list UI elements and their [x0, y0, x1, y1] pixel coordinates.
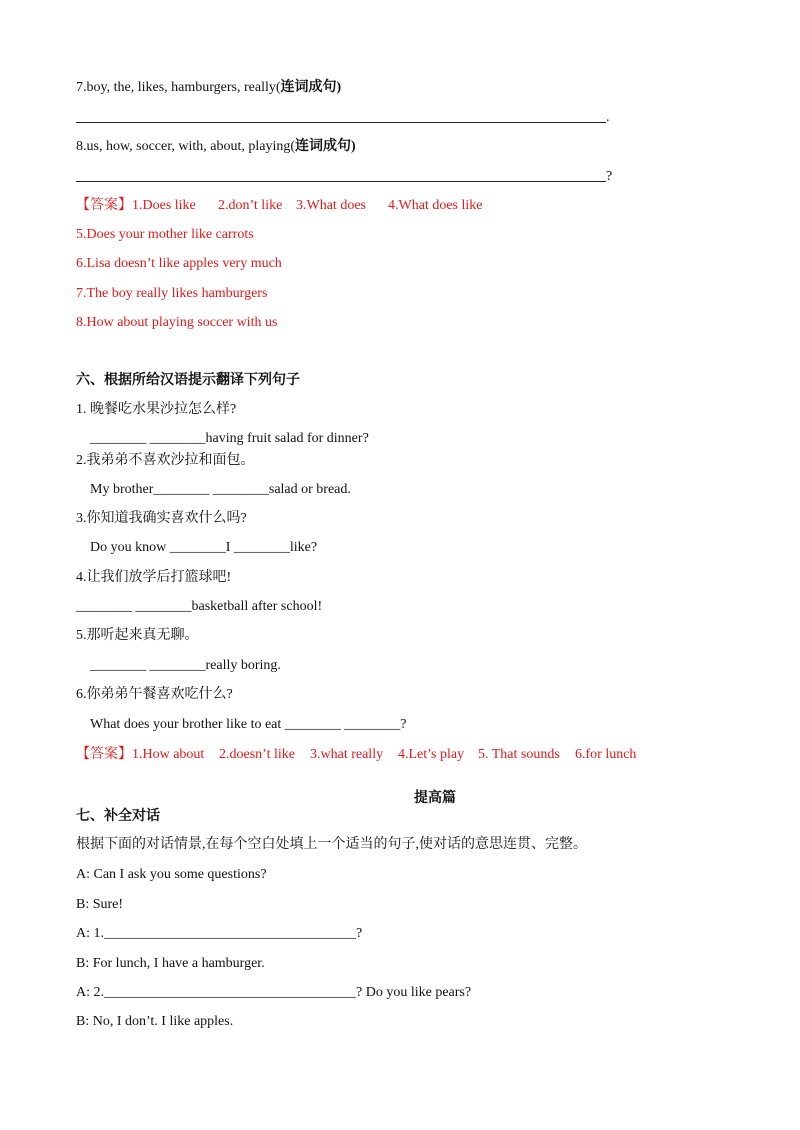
translation-blank-line: My brother________ ________salad or bread.: [90, 482, 351, 497]
section-6-title: 六、根据所给汉语提示翻译下列句子: [76, 373, 300, 388]
section-7-title: 七、补全对话: [76, 809, 160, 824]
dialogue-line: B: For lunch, I have a hamburger.: [76, 956, 265, 971]
answer-item: 2.doesn’t like: [219, 747, 295, 762]
answer-item: 2.don’t like: [218, 198, 283, 213]
translation-blank-line: Do you know ________I ________like?: [90, 540, 318, 555]
answer-line-7-end: .: [606, 110, 610, 125]
translation-blank-line: ________ ________really boring.: [90, 658, 281, 673]
translation-blank-line: What does your brother like to eat ________ ________?: [90, 717, 407, 732]
answer-key-row-1: [76, 197, 196, 215]
answer-key-row-6: [76, 746, 204, 764]
question-8-close: ): [351, 139, 356, 154]
answer-label: 【答案】: [76, 198, 132, 213]
question-8-tag: 连词成句: [295, 139, 351, 154]
translation-blank-line: ________ ________basketball after school!: [76, 599, 323, 614]
answer-item: 4.What does like: [388, 198, 483, 213]
dialogue-line: B: No, I don’t. I like apples.: [76, 1014, 234, 1029]
answer-item: 3.What does: [296, 198, 366, 213]
answer-item: 4.Let’s play: [398, 747, 465, 762]
answer-item: 5.Does your mother like carrots: [76, 227, 254, 242]
answer-line-8-end: ?: [606, 169, 613, 184]
advanced-heading: 提高篇: [414, 791, 456, 806]
prompt-chinese: 3.你知道我确实喜欢什么吗?: [76, 511, 247, 526]
question-7-text: 7.boy, the, likes, hamburgers, really(: [76, 80, 281, 95]
prompt-chinese: 4.让我们放学后打篮球吧!: [76, 570, 232, 585]
question-7-close: ): [336, 80, 342, 95]
dialogue-line: A: Can I ask you some questions?: [76, 867, 267, 882]
answer-item: 6.Lisa doesn’t like apples very much: [76, 256, 282, 271]
translation-blank-line: ________ ________having fruit salad for dinner?: [90, 431, 369, 446]
answer-item: 7.The boy really likes hamburgers: [76, 286, 268, 301]
question-8-text: 8.us, how, soccer, with, about, playing(: [76, 139, 295, 154]
dialogue-line: A: 1.____________________________________?: [76, 926, 363, 941]
question-7: [76, 79, 341, 97]
dialogue-line: A: 2.____________________________________? Do you like pears?: [76, 985, 472, 1000]
prompt-chinese: 5.那听起来真无聊。: [76, 628, 199, 643]
prompt-chinese: 2.我弟弟不喜欢沙拉和面包。: [76, 453, 255, 468]
answer-item: 1.How about: [132, 747, 205, 762]
answer-label: 【答案】: [76, 747, 132, 762]
answer-item: 3.what really: [310, 747, 384, 762]
section-7-instruction: 根据下面的对话情景,在每个空白处填上一个适当的句子,使对话的意思连贯、完整。: [76, 837, 587, 852]
question-8: [76, 138, 356, 156]
prompt-chinese: 6.你弟弟午餐喜欢吃什么?: [76, 687, 233, 702]
prompt-chinese: 1. 晚餐吃水果沙拉怎么样?: [76, 402, 237, 417]
answer-line-7: [76, 122, 606, 123]
answer-item: 8.How about playing soccer with us: [76, 315, 278, 330]
answer-line-8: [76, 181, 606, 182]
answer-item: 6.for lunch: [575, 747, 637, 762]
answer-item: 1.Does like: [132, 198, 196, 213]
question-7-tag: 连词成句: [280, 80, 337, 95]
answer-item: 5. That sounds: [478, 747, 560, 762]
dialogue-line: B: Sure!: [76, 897, 124, 912]
